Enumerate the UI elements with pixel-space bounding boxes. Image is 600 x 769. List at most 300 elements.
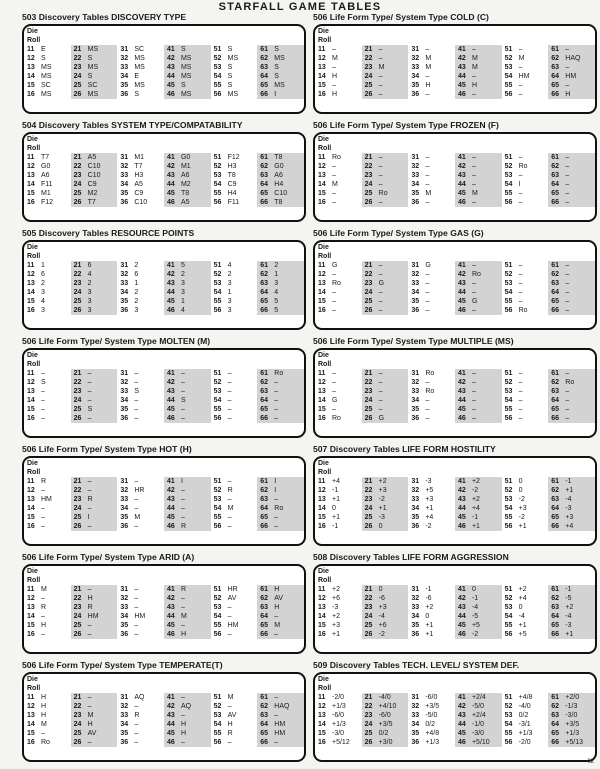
roll-number: 31: [411, 370, 420, 377]
table-cell: [167, 396, 186, 405]
table-cell: [214, 198, 240, 207]
result-value: G: [425, 262, 431, 269]
roll-number: 15: [27, 298, 35, 305]
roll-number: 62: [260, 487, 269, 494]
table-cell: [411, 612, 429, 621]
result-value: +3: [565, 514, 574, 521]
result-value: S: [87, 55, 93, 62]
result-value: –: [471, 415, 476, 422]
result-value: HM: [134, 613, 146, 620]
result-value: SC: [87, 82, 98, 89]
result-value: –: [180, 694, 185, 701]
result-value: E: [134, 73, 139, 80]
result-value: –: [565, 271, 570, 278]
result-value: 4: [41, 298, 45, 305]
roll-number: 52: [504, 163, 513, 170]
result-value: +2: [332, 613, 340, 620]
roll-number: 22: [73, 487, 82, 494]
roll-number: 23: [73, 496, 82, 503]
roll-number: 66: [260, 199, 269, 206]
table-cell: [260, 198, 282, 207]
result-value: H: [425, 82, 431, 89]
table-cell: [458, 153, 476, 162]
table-cell: [167, 729, 186, 738]
result-value: –: [134, 721, 139, 728]
table-cell: [458, 693, 486, 702]
roll-number: 12: [27, 55, 35, 62]
table-cell: [365, 711, 391, 720]
roll-number: 32: [120, 703, 129, 710]
roll-number: 61: [260, 154, 269, 161]
table-cell: [505, 720, 531, 729]
roll-number: 42: [457, 163, 466, 170]
table-section: [22, 552, 306, 660]
roll-number: 31: [411, 154, 420, 161]
result-value: –: [274, 712, 279, 719]
result-value: –: [518, 46, 523, 53]
table-cell: [505, 405, 523, 414]
roll-number: 12: [27, 271, 35, 278]
result-value: MS: [180, 64, 192, 71]
roll-number: 31: [411, 46, 420, 53]
roll-number: 33: [120, 172, 129, 179]
roll-number: 41: [166, 370, 175, 377]
roll-number: 12: [318, 55, 326, 62]
table-cell: [120, 405, 138, 414]
table-cell: [551, 63, 569, 72]
result-value: –: [274, 694, 279, 701]
roll-number: 52: [504, 703, 513, 710]
roll-number: 52: [213, 379, 222, 386]
roll-number: 22: [364, 271, 373, 278]
table-row: [24, 54, 304, 63]
result-value: –: [87, 397, 92, 404]
roll-number: 46: [457, 91, 466, 98]
roll-number: 21: [73, 694, 82, 701]
roll-number: 66: [260, 631, 269, 638]
result-value: –: [332, 271, 336, 278]
table-cell: [260, 522, 278, 531]
table-cell: [411, 162, 429, 171]
table-cell: [120, 711, 139, 720]
table-cell: [214, 585, 238, 594]
table-row: [24, 162, 304, 171]
table-cell: [505, 270, 523, 279]
roll-grid: [315, 576, 595, 639]
result-value: 1: [41, 262, 45, 269]
result-value: –: [332, 190, 336, 197]
result-value: -1: [565, 478, 572, 485]
result-value: –: [518, 64, 523, 71]
roll-number: 52: [213, 487, 222, 494]
table-cell: [214, 486, 233, 495]
result-value: F11: [41, 181, 53, 188]
result-value: –: [87, 631, 92, 638]
table-cell: [365, 396, 383, 405]
table-cell: [74, 45, 99, 54]
result-value: +1: [425, 622, 434, 629]
result-value: –: [274, 415, 279, 422]
roll-number: 36: [411, 307, 420, 314]
table-cell: [167, 153, 190, 162]
result-value: -4: [471, 604, 479, 611]
roll-number: 63: [260, 604, 269, 611]
table-section: [22, 12, 306, 120]
roll-number: 53: [213, 172, 222, 179]
roll-number: 54: [213, 181, 222, 188]
roll-number: 44: [457, 397, 466, 404]
result-value: G: [332, 397, 338, 404]
result-value: –: [378, 388, 383, 395]
table-cell: [167, 486, 185, 495]
table-cell: [458, 279, 476, 288]
roll-number: 12: [318, 595, 326, 602]
roll-number: 53: [213, 712, 222, 719]
table-cell: [505, 153, 523, 162]
table-cell: [214, 495, 232, 504]
result-value: M: [227, 694, 234, 701]
roll-number: 64: [551, 73, 560, 80]
table-cell: [120, 414, 138, 423]
roll-number: 25: [73, 190, 82, 197]
roll-number: 26: [73, 523, 82, 530]
table-cell: [365, 297, 383, 306]
roll-number: 34: [120, 181, 129, 188]
table-cell: [505, 729, 533, 738]
table-cell: [74, 387, 92, 396]
table-cell: [551, 45, 569, 54]
result-value: –: [87, 370, 92, 377]
table-cell: [27, 171, 50, 180]
table-cell: [120, 702, 138, 711]
result-value: –: [518, 289, 523, 296]
roll-number: 66: [260, 523, 269, 530]
result-value: –: [87, 523, 92, 530]
table-row: [24, 414, 304, 423]
roll-number: 36: [120, 91, 129, 98]
roll-number: 23: [73, 388, 82, 395]
result-value: F11: [227, 199, 240, 206]
roll-number: 65: [260, 190, 269, 197]
table-cell: [411, 45, 429, 54]
table-row: [24, 504, 304, 513]
die-header: Die: [27, 352, 38, 359]
result-value: –: [332, 172, 336, 179]
table-cell: [260, 630, 278, 639]
table-cell: [120, 63, 145, 72]
roll-number: 36: [411, 415, 420, 422]
result-value: –: [274, 631, 279, 638]
table-cell: [167, 189, 189, 198]
roll-number: 23: [73, 172, 82, 179]
table-cell: [74, 477, 92, 486]
roll-number: 11: [27, 586, 35, 593]
result-value: M1: [134, 154, 145, 161]
table-cell: [27, 630, 45, 639]
table-cell: [505, 693, 533, 702]
result-value: S: [41, 55, 46, 62]
roll-number: 42: [166, 271, 175, 278]
result-value: –: [518, 82, 523, 89]
roll-number: 53: [504, 172, 513, 179]
roll-number: 12: [27, 487, 35, 494]
result-value: H: [274, 586, 280, 593]
table-section: [313, 552, 597, 660]
roll-number: 36: [411, 631, 420, 638]
table-cell: [505, 297, 523, 306]
roll-number: 24: [73, 289, 82, 296]
roll-number: 34: [120, 613, 129, 620]
roll-number: 26: [73, 199, 82, 206]
result-value: 3: [41, 307, 45, 314]
result-value: –: [87, 388, 92, 395]
result-value: –: [41, 514, 45, 521]
roll-number: 22: [73, 271, 82, 278]
table-cell: [27, 306, 45, 315]
table-cell: [458, 288, 476, 297]
roll-number: 11: [27, 154, 35, 161]
die-header: Die: [318, 136, 329, 143]
roll-number: 56: [213, 415, 222, 422]
table-cell: [214, 522, 232, 531]
roll-number: 51: [213, 46, 222, 53]
result-value: C10: [134, 199, 148, 206]
roll-number: 46: [457, 415, 466, 422]
roll-number: 41: [457, 46, 466, 53]
roll-number: 41: [457, 154, 466, 161]
result-value: I: [274, 91, 277, 98]
table-cell: [120, 387, 139, 396]
roll-number: 45: [166, 298, 175, 305]
result-value: G: [471, 298, 478, 305]
table-cell: [411, 90, 429, 99]
table-cell: [458, 72, 476, 81]
table-cell: [167, 693, 185, 702]
result-value: -1: [565, 586, 572, 593]
roll-number: 12: [318, 703, 326, 710]
table-cell: [551, 72, 576, 81]
table-cell: [318, 702, 346, 711]
result-value: –: [227, 415, 232, 422]
table-cell: [214, 630, 232, 639]
result-value: MS: [87, 91, 99, 98]
result-value: –: [425, 181, 430, 188]
table-cell: [365, 45, 383, 54]
table-cell: [505, 621, 527, 630]
table-cell: [214, 81, 233, 90]
table-row: [315, 621, 595, 630]
roll-number: 25: [364, 298, 373, 305]
table-cell: [120, 630, 138, 639]
result-value: -3/1: [518, 721, 531, 728]
table-cell: [260, 729, 285, 738]
result-value: –: [227, 604, 232, 611]
table-cell: [27, 378, 46, 387]
roll-grid: [24, 144, 304, 207]
roll-table: [22, 24, 306, 114]
table-title: 506 Life Form Type/ System Type ARID (A): [22, 552, 195, 562]
table-cell: [318, 261, 337, 270]
roll-number: 63: [260, 280, 269, 287]
table-cell: [365, 414, 384, 423]
result-value: 6: [134, 271, 139, 278]
table-section: [22, 444, 306, 552]
result-value: 3: [41, 289, 45, 296]
result-value: –: [565, 172, 570, 179]
table-cell: [365, 621, 387, 630]
roll-number: 55: [504, 406, 513, 413]
roll-header: Roll: [27, 37, 41, 44]
result-value: 4: [227, 262, 232, 269]
table-section: [22, 660, 306, 768]
result-value: MS: [87, 64, 99, 71]
roll-number: 21: [73, 154, 82, 161]
table-cell: [551, 738, 583, 747]
result-value: –: [180, 415, 185, 422]
table-title: 506 Life Form Type/ System Type MULTIPLE (MS): [313, 336, 514, 346]
result-value: –: [378, 397, 383, 404]
table-cell: [120, 594, 138, 603]
roll-grid: [24, 468, 304, 531]
result-value: –: [332, 289, 336, 296]
roll-number: 22: [73, 703, 82, 710]
result-value: 1: [134, 280, 139, 287]
roll-number: 51: [504, 370, 513, 377]
table-cell: [365, 54, 383, 63]
table-row: [24, 387, 304, 396]
table-cell: [167, 477, 183, 486]
table-cell: [214, 45, 233, 54]
table-cell: [214, 162, 237, 171]
table-cell: [74, 261, 92, 270]
result-value: Ro: [274, 505, 284, 512]
result-value: –: [378, 370, 383, 377]
table-cell: [505, 378, 523, 387]
result-value: –: [425, 415, 430, 422]
result-value: –: [425, 199, 430, 206]
table-cell: [411, 270, 429, 279]
roll-number: 62: [551, 163, 560, 170]
table-cell: [365, 720, 393, 729]
roll-header: Roll: [27, 577, 41, 584]
roll-number: 52: [504, 487, 513, 494]
result-value: -2: [518, 496, 525, 503]
table-row: [24, 630, 304, 639]
table-cell: [365, 306, 383, 315]
roll-number: 43: [457, 280, 466, 287]
roll-number: 32: [120, 55, 129, 62]
roll-number: 41: [457, 370, 466, 377]
result-value: Ro: [332, 415, 341, 422]
result-value: MS: [180, 55, 192, 62]
table-cell: [318, 270, 336, 279]
result-value: –: [471, 181, 476, 188]
result-value: –: [471, 280, 476, 287]
table-cell: [120, 612, 145, 621]
table-row: [315, 405, 595, 414]
table-cell: [214, 702, 232, 711]
result-value: R: [227, 487, 233, 494]
table-row: [315, 693, 595, 702]
table-cell: [27, 54, 46, 63]
roll-number: 15: [27, 406, 35, 413]
table-cell: [74, 711, 94, 720]
roll-header: Roll: [318, 685, 332, 692]
table-cell: [458, 621, 480, 630]
table-cell: [318, 81, 336, 90]
result-value: +2: [471, 496, 480, 503]
roll-number: 36: [120, 415, 129, 422]
table-cell: [551, 306, 569, 315]
result-value: –: [471, 199, 476, 206]
table-cell: [458, 378, 476, 387]
roll-number: 33: [411, 712, 420, 719]
table-cell: [365, 405, 383, 414]
roll-number: 45: [457, 190, 466, 197]
roll-number: 62: [551, 55, 560, 62]
result-value: S: [227, 46, 233, 53]
table-cell: [318, 297, 336, 306]
table-cell: [318, 585, 340, 594]
result-value: –: [274, 388, 279, 395]
table-cell: [74, 171, 101, 180]
roll-number: 36: [411, 91, 420, 98]
table-cell: [411, 720, 435, 729]
table-cell: [214, 513, 232, 522]
result-value: 5: [274, 298, 279, 305]
roll-number: 35: [120, 406, 129, 413]
table-cell: [74, 90, 99, 99]
roll-number: 61: [551, 46, 560, 53]
table-cell: [120, 261, 138, 270]
table-row: [315, 171, 595, 180]
roll-number: 43: [166, 172, 175, 179]
result-value: –: [227, 703, 232, 710]
roll-number: 34: [411, 397, 420, 404]
roll-number: 62: [260, 379, 269, 386]
table-cell: [120, 486, 144, 495]
table-cell: [260, 387, 278, 396]
table-cell: [365, 162, 383, 171]
table-cell: [27, 513, 45, 522]
table-cell: [27, 162, 50, 171]
roll-number: 64: [260, 613, 269, 620]
result-value: HM: [274, 721, 286, 728]
result-value: I: [518, 181, 521, 188]
result-value: HM: [274, 730, 286, 737]
result-value: –: [332, 379, 336, 386]
table-cell: [74, 162, 101, 171]
roll-number: 61: [551, 370, 560, 377]
table-cell: [365, 90, 383, 99]
table-cell: [458, 270, 481, 279]
table-cell: [260, 63, 279, 72]
result-value: –: [518, 415, 523, 422]
roll-number: 15: [318, 190, 326, 197]
roll-number: 51: [213, 586, 222, 593]
result-value: –: [471, 307, 476, 314]
result-value: –: [180, 604, 185, 611]
roll-number: 25: [364, 406, 373, 413]
table-cell: [505, 738, 531, 747]
result-value: –: [471, 163, 476, 170]
table-cell: [120, 504, 138, 513]
table-cell: [27, 504, 45, 513]
roll-number: 54: [504, 613, 513, 620]
result-value: –: [378, 406, 383, 413]
roll-table: [22, 672, 306, 762]
table-cell: [365, 198, 383, 207]
